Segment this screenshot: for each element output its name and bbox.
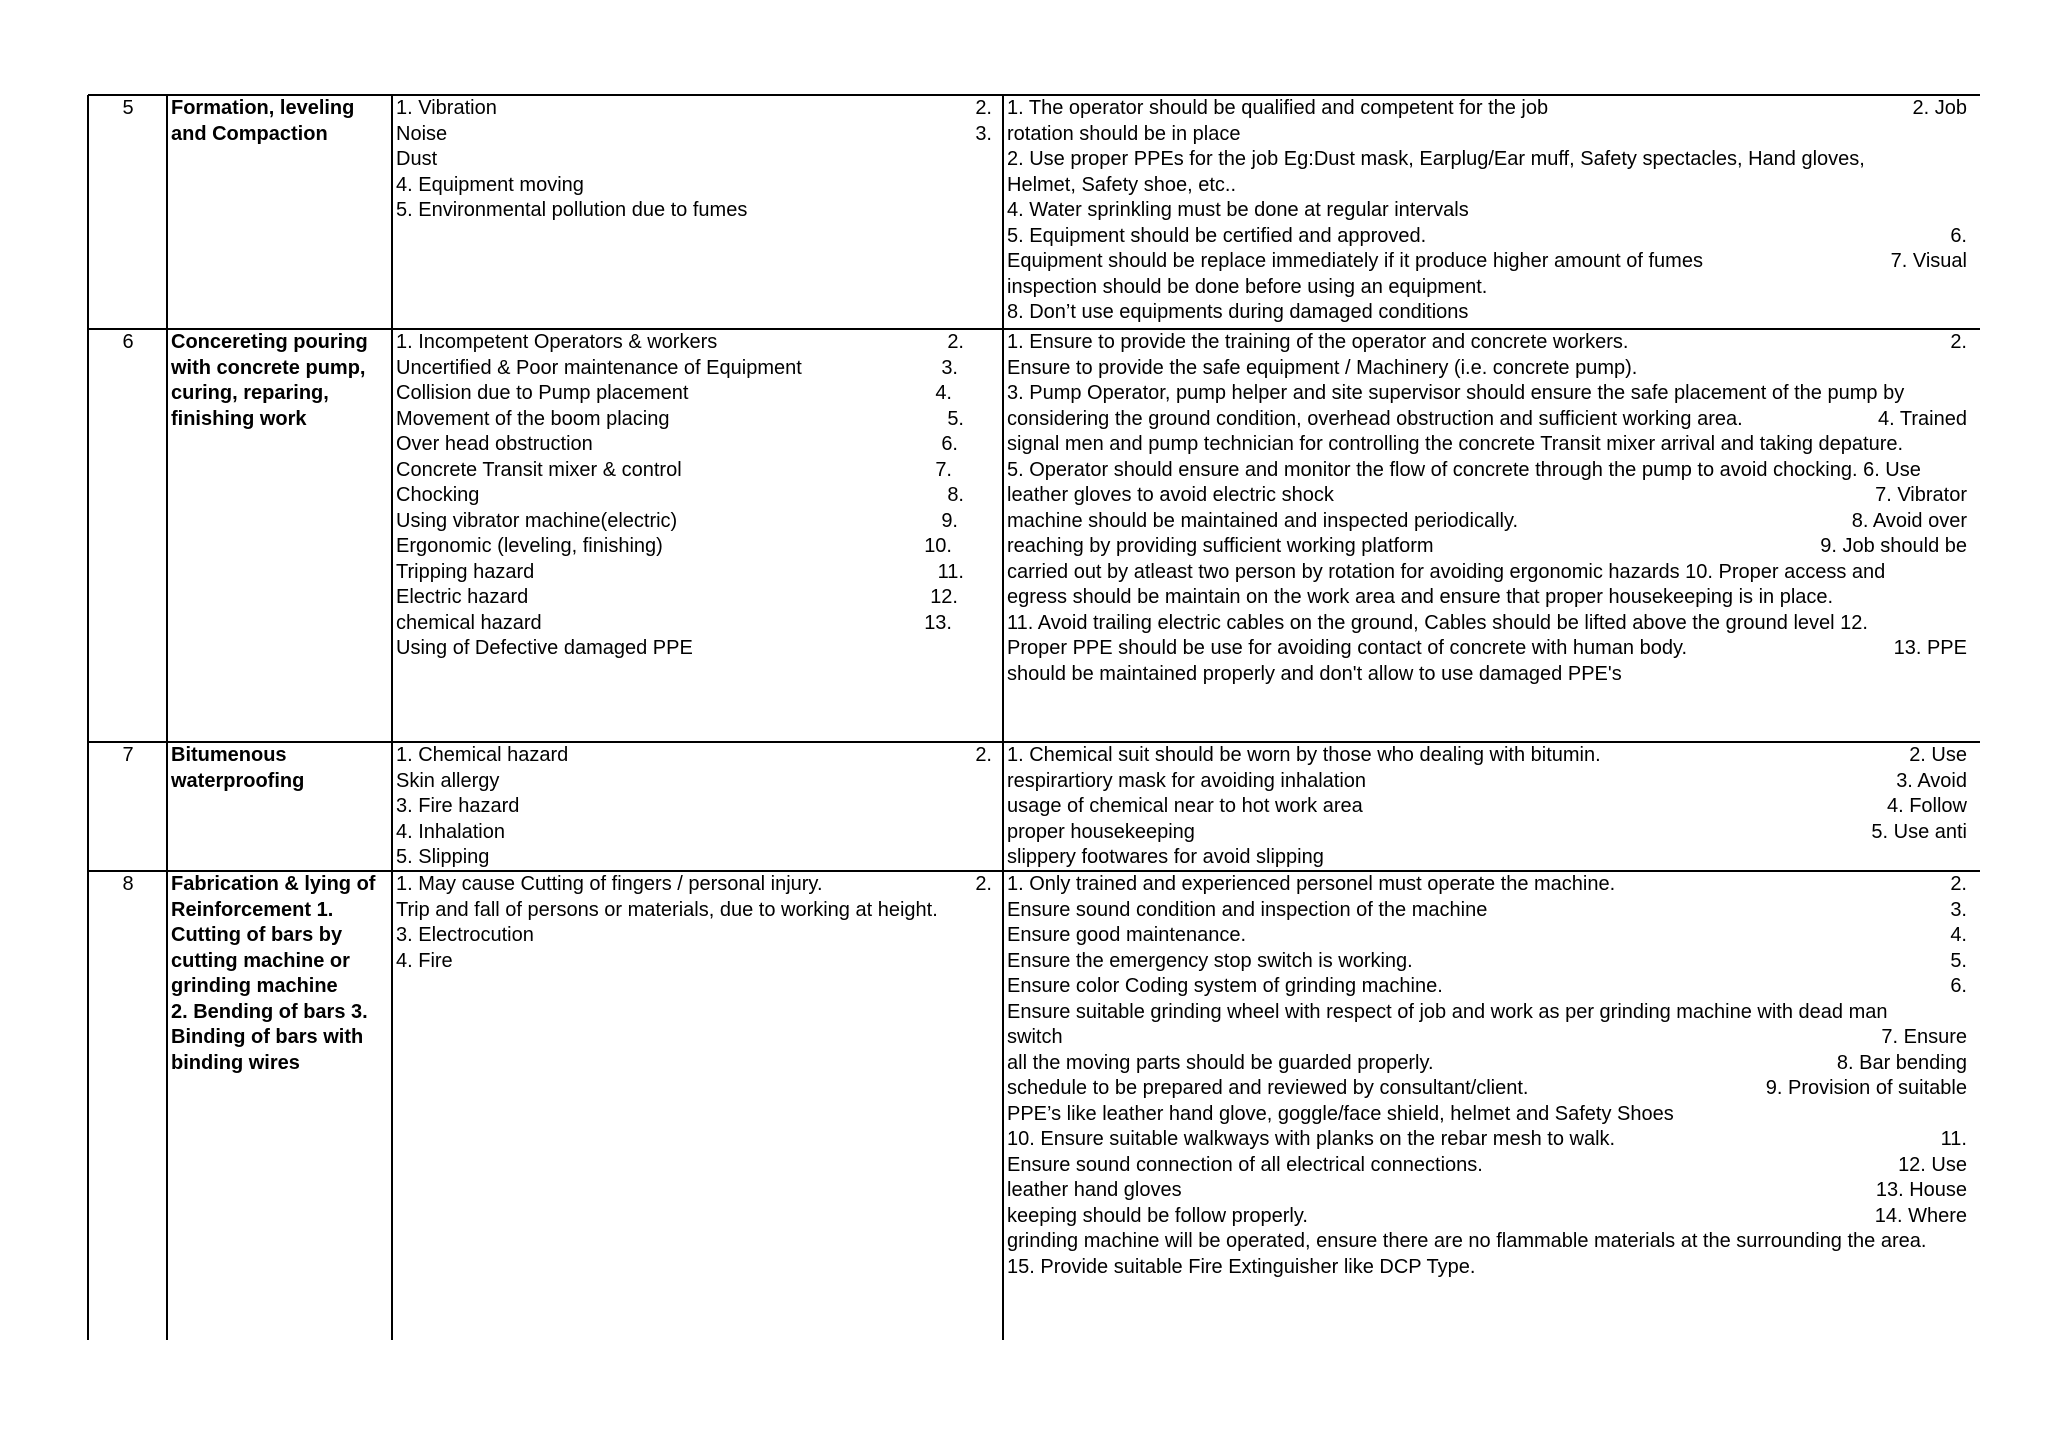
control-text: 1. The operator should be qualified and competent for the job <box>1007 97 1549 119</box>
hazard-next-number: 7. <box>935 458 952 481</box>
hazard-text: chemical hazard <box>396 611 542 634</box>
hazard-next-number: 11. <box>937 560 964 583</box>
hazard-next-number: 3. <box>941 356 958 379</box>
hazard-text: 3. Electrocution <box>396 924 534 946</box>
activity-line: Reinforcement 1. <box>171 898 334 921</box>
hazard-text: 1. May cause Cutting of fingers / personal injury. <box>396 873 823 895</box>
hazard-line <box>396 949 994 975</box>
control-line <box>1007 356 1977 382</box>
hazard-text: 5. Slipping <box>396 846 490 868</box>
hazard-next-number: 13. <box>924 611 952 634</box>
row-number: 5 <box>122 97 134 119</box>
hazard-text: 4. Inhalation <box>396 820 505 843</box>
control-text: respirartiory mask for avoiding inhalation <box>1007 769 1367 792</box>
control-next-number: 3. <box>1950 898 1967 921</box>
control-text: 5. Equipment should be certified and approved. <box>1007 224 1427 247</box>
hazard-line <box>396 898 994 924</box>
control-line <box>1007 636 1977 662</box>
control-line <box>1007 147 1977 173</box>
activity-line: Fabrication & lying of <box>171 873 376 895</box>
control-line <box>1007 794 1977 820</box>
activity-line: grinding machine <box>171 975 338 997</box>
control-text: leather hand gloves <box>1007 1179 1182 1201</box>
hazard-next-number: 2. <box>975 97 992 119</box>
control-next-number: 4. Follow <box>1886 795 1967 817</box>
control-text: 11. Avoid trailing electric cables on the ground, Cables should be lifted above the ground level 12. <box>1007 611 1868 634</box>
hazard-next-number: 12. <box>930 586 958 608</box>
control-text: 5. Operator should ensure and monitor the flow of concrete through the pump to avoid chocking. 6. Use <box>1007 458 1921 481</box>
activity-cell <box>171 743 304 794</box>
control-line <box>1007 611 1977 637</box>
hazard-line <box>396 330 994 356</box>
control-text: Helmet, Safety shoe, etc.. <box>1007 173 1236 196</box>
hazard-text: Electric hazard <box>396 586 529 608</box>
control-next-number: 14. Where <box>1874 1204 1967 1227</box>
row-number: 7 <box>122 744 134 766</box>
control-next-number: 6. <box>1950 224 1967 247</box>
control-text: 3. Pump Operator, pump helper and site supervisor should ensure the safe placement of the pump by <box>1007 382 1905 404</box>
control-line <box>1007 300 1977 326</box>
hazard-text: Uncertified & Poor maintenance of Equipment <box>396 356 802 379</box>
control-next-number: 8. Avoid over <box>1851 509 1967 532</box>
control-line <box>1007 381 1977 407</box>
control-line <box>1007 1051 1977 1077</box>
hazard-text: Concrete Transit mixer & control <box>396 458 682 481</box>
control-line <box>1007 949 1977 975</box>
control-text: keeping should be follow properly. <box>1007 1204 1308 1227</box>
hazard-line <box>396 743 994 769</box>
hazard-line <box>396 560 994 586</box>
hazard-line <box>396 923 994 949</box>
hazard-next-number: 10. <box>924 535 952 557</box>
control-line <box>1007 743 1977 769</box>
hazard-line <box>396 820 994 846</box>
control-text: all the moving parts should be guarded properly. <box>1007 1051 1434 1074</box>
control-text: Ensure color Coding system of grinding machine. <box>1007 975 1443 997</box>
control-line <box>1007 509 1977 535</box>
control-next-number: 8. Bar bending <box>1836 1051 1967 1074</box>
hazard-line <box>396 122 994 148</box>
controls-cell <box>1007 330 1977 687</box>
control-line <box>1007 898 1977 924</box>
control-line <box>1007 974 1977 1000</box>
hazard-text: Skin allergy <box>396 769 500 792</box>
control-line <box>1007 407 1977 433</box>
hazards-cell <box>396 872 994 974</box>
activity-line: 2. Bending of bars 3. <box>171 1000 368 1023</box>
control-next-number: 9. Job should be <box>1820 535 1967 557</box>
control-text: carried out by atleast two person by rotation for avoiding ergonomic hazards 10. Proper access and <box>1007 560 1886 583</box>
controls-cell <box>1007 743 1977 871</box>
hazard-line <box>396 794 994 820</box>
hazard-text: Tripping hazard <box>396 560 535 583</box>
control-line <box>1007 1255 1977 1281</box>
controls-cell <box>1007 872 1977 1280</box>
control-line <box>1007 1204 1977 1230</box>
hazard-text: 1. Chemical hazard <box>396 744 569 766</box>
control-text: Equipment should be replace immediately if it produce higher amount of fumes <box>1007 250 1703 272</box>
control-line <box>1007 1229 1977 1255</box>
control-text: considering the ground condition, overhead obstruction and sufficient working area. <box>1007 407 1743 430</box>
control-text: leather gloves to avoid electric shock <box>1007 484 1334 506</box>
control-text: 10. Ensure suitable walkways with planks on the rebar mesh to walk. <box>1007 1128 1616 1150</box>
control-line <box>1007 432 1977 458</box>
activity-line: and Compaction <box>171 122 328 145</box>
activity-line: with concrete pump, <box>171 356 366 379</box>
control-line <box>1007 1178 1977 1204</box>
control-next-number: 3. Avoid <box>1896 769 1967 792</box>
hazard-next-number: 4. <box>935 382 952 404</box>
control-text: Ensure sound connection of all electrical connections. <box>1007 1153 1483 1176</box>
control-line <box>1007 1000 1977 1026</box>
control-line <box>1007 1153 1977 1179</box>
hazard-text: Trip and fall of persons or materials, due to working at height. <box>396 898 938 921</box>
control-line <box>1007 845 1977 871</box>
hazards-cell <box>396 330 994 662</box>
hazards-cell <box>396 96 994 224</box>
control-line <box>1007 198 1977 224</box>
hazard-text: Over head obstruction <box>396 433 593 455</box>
control-text: egress should be maintain on the work area and ensure that proper housekeeping is in place. <box>1007 586 1834 608</box>
control-line <box>1007 585 1977 611</box>
control-next-number: 2. <box>1950 331 1967 353</box>
hazard-line <box>396 381 994 407</box>
control-text: slippery footwares for avoid slipping <box>1007 846 1324 868</box>
control-line <box>1007 662 1977 688</box>
control-text: should be maintained properly and don't allow to use damaged PPE's <box>1007 662 1622 685</box>
hazard-line <box>396 458 994 484</box>
hazards-cell <box>396 743 994 871</box>
hazard-next-number: 2. <box>975 873 992 895</box>
hazard-text: 3. Fire hazard <box>396 795 520 817</box>
control-next-number: 7. Ensure <box>1881 1026 1967 1048</box>
activity-line: Concereting pouring <box>171 331 368 353</box>
control-line <box>1007 820 1977 846</box>
control-line <box>1007 122 1977 148</box>
activity-line: Formation, leveling <box>171 97 355 119</box>
control-text: reaching by providing sufficient working platform <box>1007 535 1434 557</box>
hazard-next-number: 2. <box>947 331 964 353</box>
control-next-number: 2. Job <box>1912 97 1967 119</box>
hazard-text: Noise <box>396 122 448 145</box>
control-text: 1. Only trained and experienced personel must operate the machine. <box>1007 873 1616 895</box>
hazard-text: 4. Equipment moving <box>396 173 584 196</box>
hazard-text: Ergonomic (leveling, finishing) <box>396 535 663 557</box>
control-line <box>1007 483 1977 509</box>
control-text: 2. Use proper PPEs for the job Eg:Dust mask, Earplug/Ear muff, Safety spectacles, Hand gloves, <box>1007 148 1865 170</box>
control-next-number: 2. Use <box>1909 744 1967 766</box>
hazard-text: Chocking <box>396 484 480 506</box>
controls-cell <box>1007 96 1977 326</box>
control-line <box>1007 1102 1977 1128</box>
control-text: signal men and pump technician for controlling the concrete Transit mixer arrival and taking depature. <box>1007 433 1904 455</box>
hazard-text: 5. Environmental pollution due to fumes <box>396 199 748 221</box>
activity-line: waterproofing <box>171 769 305 792</box>
hazard-next-number: 9. <box>941 509 958 532</box>
hazard-line <box>396 356 994 382</box>
control-line <box>1007 769 1977 795</box>
control-text: Ensure suitable grinding wheel with respect of job and work as per grinding machine with dead man <box>1007 1000 1888 1023</box>
control-line <box>1007 872 1977 898</box>
activity-line: Cutting of bars by <box>171 924 343 946</box>
control-line <box>1007 534 1977 560</box>
control-line <box>1007 96 1977 122</box>
control-next-number: 4. Trained <box>1878 407 1967 430</box>
activity-cell <box>171 330 368 432</box>
control-next-number: 13. PPE <box>1893 637 1967 659</box>
hazard-line <box>396 769 994 795</box>
hazard-line <box>396 483 994 509</box>
hazard-next-number: 8. <box>947 484 964 506</box>
activity-line: cutting machine or <box>171 949 350 972</box>
control-text: PPE’s like leather hand glove, goggle/face shield, helmet and Safety Shoes <box>1007 1102 1674 1125</box>
control-text: Ensure to provide the safe equipment / Machinery (i.e. concrete pump). <box>1007 356 1638 379</box>
control-text: Ensure sound condition and inspection of the machine <box>1007 898 1488 921</box>
hazard-line <box>396 534 994 560</box>
hazard-line <box>396 611 994 637</box>
hazard-line <box>396 432 994 458</box>
hazard-text: 1. Incompetent Operators & workers <box>396 331 718 353</box>
control-next-number: 7. Visual <box>1890 250 1967 272</box>
hazard-text: Using vibrator machine(electric) <box>396 509 678 532</box>
control-line <box>1007 1127 1977 1153</box>
hazard-line <box>396 636 994 662</box>
control-text: rotation should be in place <box>1007 122 1241 145</box>
hazard-text: 4. Fire <box>396 949 453 972</box>
control-text: inspection should be done before using an equipment. <box>1007 275 1488 298</box>
control-next-number: 13. House <box>1875 1179 1967 1201</box>
hazard-next-number: 2. <box>975 744 992 766</box>
control-next-number: 2. <box>1950 873 1967 895</box>
control-text: machine should be maintained and inspected periodically. <box>1007 509 1519 532</box>
control-line <box>1007 560 1977 586</box>
hazard-line <box>396 845 994 871</box>
control-line <box>1007 173 1977 199</box>
control-text: Ensure the emergency stop switch is working. <box>1007 949 1413 972</box>
control-next-number: 6. <box>1950 975 1967 997</box>
control-text: 15. Provide suitable Fire Extinguisher like DCP Type. <box>1007 1255 1476 1278</box>
activity-line: binding wires <box>171 1051 300 1074</box>
hazard-next-number: 6. <box>941 433 958 455</box>
activity-cell <box>171 872 375 1076</box>
control-line <box>1007 923 1977 949</box>
hazard-text: Collision due to Pump placement <box>396 382 689 404</box>
control-text: schedule to be prepared and reviewed by consultant/client. <box>1007 1077 1529 1099</box>
control-next-number: 9. Provision of suitable <box>1765 1077 1967 1099</box>
control-text: usage of chemical near to hot work area <box>1007 795 1363 817</box>
control-text: proper housekeeping <box>1007 820 1195 843</box>
control-next-number: 5. Use anti <box>1871 820 1967 843</box>
hazard-text: Dust <box>396 148 438 170</box>
control-next-number: 5. <box>1950 949 1967 972</box>
hazard-line <box>396 585 994 611</box>
hazard-line <box>396 198 994 224</box>
row-number: 6 <box>122 331 134 353</box>
control-next-number: 11. <box>1940 1128 1967 1150</box>
control-text: 1. Ensure to provide the training of the operator and concrete workers. <box>1007 331 1629 353</box>
control-text: Proper PPE should be use for avoiding contact of concrete with human body. <box>1007 637 1688 659</box>
control-line <box>1007 458 1977 484</box>
control-text: 4. Water sprinkling must be done at regular intervals <box>1007 199 1469 221</box>
hazard-line <box>396 509 994 535</box>
control-next-number: 12. Use <box>1898 1153 1967 1176</box>
control-line <box>1007 1076 1977 1102</box>
control-line <box>1007 330 1977 356</box>
activity-line: Bitumenous <box>171 744 287 766</box>
hazard-text: 1. Vibration <box>396 97 497 119</box>
control-line <box>1007 249 1977 275</box>
hazard-line <box>396 872 994 898</box>
hazard-line <box>396 96 994 122</box>
hazard-text: Using of Defective damaged PPE <box>396 637 693 659</box>
hazard-next-number: 5. <box>947 407 964 430</box>
control-line <box>1007 275 1977 301</box>
activity-line: curing, reparing, <box>171 382 329 404</box>
control-text: 1. Chemical suit should be worn by those who dealing with bitumin. <box>1007 744 1601 766</box>
control-text: 8. Don’t use equipments during damaged conditions <box>1007 301 1469 323</box>
control-text: Ensure good maintenance. <box>1007 924 1247 946</box>
control-line <box>1007 1025 1977 1051</box>
control-text: switch <box>1007 1026 1063 1048</box>
control-text: grinding machine will be operated, ensure there are no flammable materials at the surrounding the area. <box>1007 1230 1927 1252</box>
activity-cell <box>171 96 354 147</box>
control-next-number: 7. Vibrator <box>1875 484 1967 506</box>
hazard-line <box>396 147 994 173</box>
activity-line: finishing work <box>171 407 307 430</box>
control-line <box>1007 224 1977 250</box>
hazard-line <box>396 407 994 433</box>
hazard-text: Movement of the boom placing <box>396 407 670 430</box>
row-number: 8 <box>122 873 134 895</box>
activity-line: Binding of bars with <box>171 1026 364 1048</box>
hazard-line <box>396 173 994 199</box>
control-next-number: 4. <box>1950 924 1967 946</box>
hazard-next-number: 3. <box>975 122 992 145</box>
